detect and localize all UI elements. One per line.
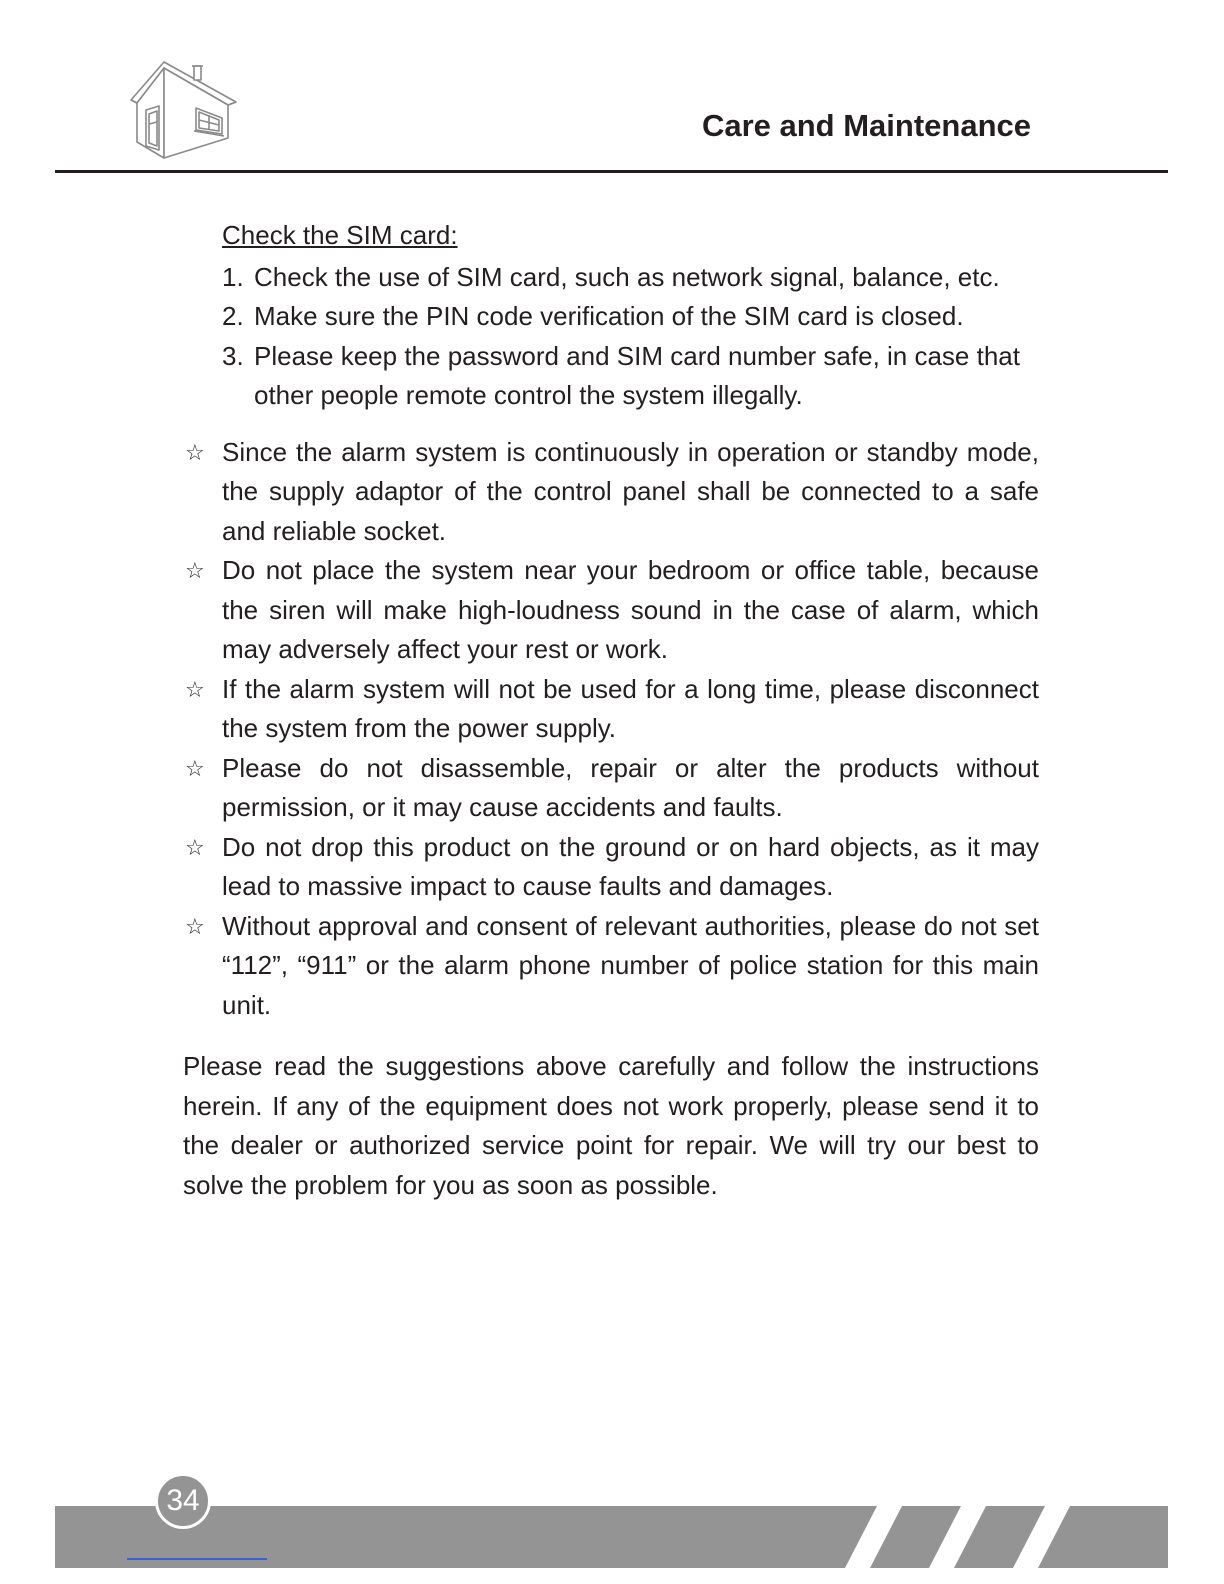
note-text: Since the alarm system is continuously in operation or standby mode, the supply adaptor of the control panel shall be connected to a safe and reliable socket.	[222, 436, 1039, 546]
star-icon: ☆	[185, 755, 205, 781]
house-icon	[128, 58, 238, 162]
note-text: Without approval and consent of relevant authorities, please do not set “112”, “911” or the alarm phone number of police station for this main unit.	[222, 910, 1039, 1020]
star-icon: ☆	[185, 439, 205, 465]
sim-section-heading: Check the SIM card:	[222, 220, 458, 250]
sim-checklist	[183, 258, 1039, 416]
list-number: 3.	[222, 340, 244, 371]
list-item	[183, 828, 1039, 907]
list-item	[222, 258, 1039, 298]
star-icon: ☆	[185, 676, 205, 702]
maintenance-notes	[183, 433, 1039, 1026]
list-item-text: Please keep the password and SIM card number safe, in case that other people remote control the system illegally.	[254, 340, 1020, 410]
page-number-badge: 34	[155, 1473, 211, 1529]
note-text: If the alarm system will not be used for a long time, please disconnect the system from the power supply.	[222, 673, 1039, 743]
star-icon: ☆	[185, 558, 205, 583]
note-text: Do not drop this product on the ground or on hard objects, as it may lead to massive impact to cause faults and damages.	[222, 831, 1039, 901]
list-item-text: Check the use of SIM card, such as network signal, balance, etc.	[254, 261, 1000, 292]
list-item	[183, 749, 1039, 828]
list-item	[183, 433, 1039, 552]
star-icon: ☆	[185, 913, 205, 939]
page-title: Care and Maintenance	[701, 108, 1031, 143]
list-item	[183, 551, 1039, 670]
list-item	[183, 907, 1039, 1026]
list-number: 2.	[222, 301, 244, 331]
list-item	[222, 297, 1039, 337]
star-icon: ☆	[185, 834, 205, 860]
note-text: Please do not disassemble, repair or alter the products without permission, or it may cause accidents and faults.	[222, 752, 1039, 822]
note-text: Do not place the system near your bedroom or office table, because the siren will make high-loudness sound in the case of alarm, which may adversely affect your rest or work.	[222, 555, 1039, 664]
list-item	[183, 670, 1039, 749]
header-divider	[55, 170, 1168, 173]
list-item-text: Make sure the PIN code verification of the SIM card is closed.	[254, 301, 964, 331]
list-number: 1.	[222, 261, 244, 292]
closing-paragraph: Please read the suggestions above carefully and follow the instructions herein. If any of the equipment does not work properly, please send it to the dealer or authorized service point for repair. We will try our best to solve the problem for you as soon as possible.	[183, 1051, 1039, 1200]
page-content	[183, 216, 1039, 1231]
list-item	[222, 337, 1039, 416]
footer-link-underline	[127, 1558, 267, 1560]
